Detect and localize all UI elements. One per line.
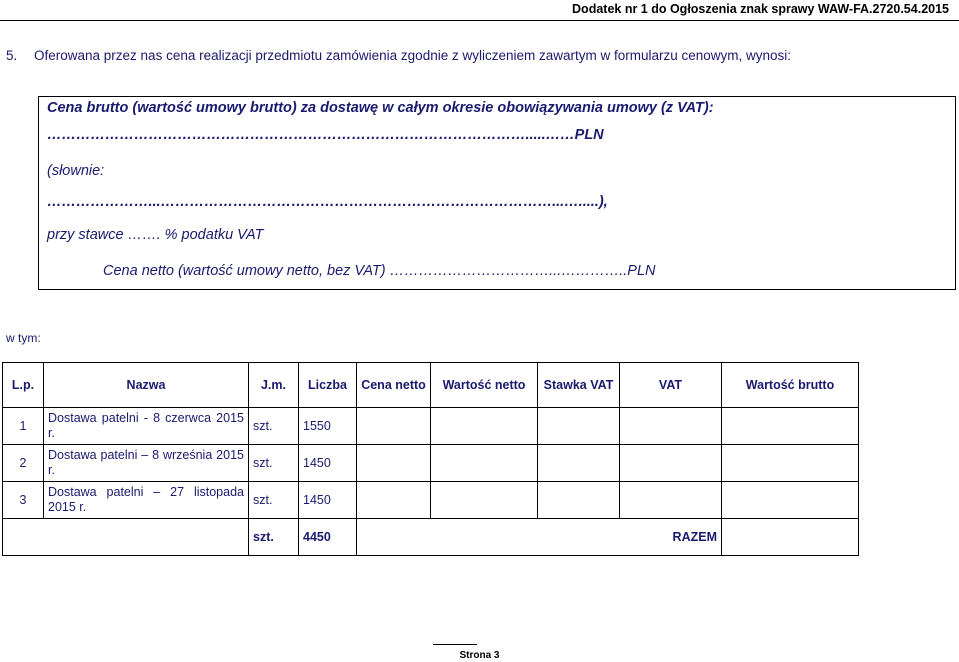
- table-row: [3, 445, 859, 482]
- row-lp: 1: [3, 408, 44, 445]
- footer-rule: [433, 644, 477, 645]
- col-vat: VAT: [620, 363, 722, 408]
- section-5: [6, 48, 791, 63]
- gross-price-label: Cena brutto (wartość umowy brutto) za dostawę w całym okresie obowiązywania umowy (z VAT):: [47, 100, 714, 116]
- row-net-value[interactable]: [431, 408, 538, 445]
- row-gross-value[interactable]: [722, 408, 859, 445]
- table-row: [3, 408, 859, 445]
- table-row: [3, 482, 859, 519]
- row-qty: 1450: [299, 482, 357, 519]
- row-name: Dostawa patelni – 8 września 2015 r.: [44, 445, 249, 482]
- col-vat-rate: Stawka VAT: [538, 363, 620, 408]
- page-number: Strona 3: [459, 650, 500, 661]
- row-unit: szt.: [249, 482, 299, 519]
- row-vat[interactable]: [620, 482, 722, 519]
- row-net-price[interactable]: [357, 445, 431, 482]
- row-net-price[interactable]: [357, 408, 431, 445]
- col-net-price: Cena netto: [357, 363, 431, 408]
- row-vat[interactable]: [620, 408, 722, 445]
- col-lp: L.p.: [3, 363, 44, 408]
- net-price-text: Cena netto (wartość umowy netto, bez VAT) ……………………………...…………..PLN: [103, 263, 656, 279]
- total-unit: szt.: [249, 519, 299, 556]
- words-label: (słownie:: [47, 163, 105, 179]
- row-lp: 3: [3, 482, 44, 519]
- col-qty: Liczba: [299, 363, 357, 408]
- row-net-value[interactable]: [431, 482, 538, 519]
- row-vat-rate[interactable]: [538, 408, 620, 445]
- gross-price-dots: ……………………………………………………………………………………….....……PLN: [47, 127, 604, 143]
- row-name: Dostawa patelni - 8 czerwca 2015 r.: [44, 408, 249, 445]
- total-gross-value[interactable]: [722, 519, 859, 556]
- row-qty: 1550: [299, 408, 357, 445]
- vat-rate-text: przy stawce ……. % podatku VAT: [47, 227, 264, 243]
- words-dots: …………………...………………………………………………………………………...….....),: [47, 194, 608, 210]
- total-qty: 4450: [299, 519, 357, 556]
- row-net-price[interactable]: [357, 482, 431, 519]
- table-header-row: [3, 363, 859, 408]
- row-gross-value[interactable]: [722, 482, 859, 519]
- col-unit: J.m.: [249, 363, 299, 408]
- row-unit: szt.: [249, 408, 299, 445]
- items-table: [2, 362, 859, 556]
- row-gross-value[interactable]: [722, 445, 859, 482]
- price-box: [38, 96, 956, 290]
- in-which-label: w tym:: [6, 331, 41, 345]
- total-row: [3, 519, 859, 556]
- total-label: RAZEM: [357, 519, 722, 556]
- document-header: Dodatek nr 1 do Ogłoszenia znak sprawy WAW-FA.2720.54.2015: [572, 2, 949, 16]
- row-name: Dostawa patelni – 27 listopada 2015 r.: [44, 482, 249, 519]
- row-unit: szt.: [249, 445, 299, 482]
- col-net-value: Wartość netto: [431, 363, 538, 408]
- row-lp: 2: [3, 445, 44, 482]
- col-gross-value: Wartość brutto: [722, 363, 859, 408]
- total-blank: [3, 519, 249, 556]
- header-rule: [0, 20, 959, 21]
- section-number: 5.: [6, 48, 18, 63]
- row-vat-rate[interactable]: [538, 482, 620, 519]
- col-name: Nazwa: [44, 363, 249, 408]
- row-net-value[interactable]: [431, 445, 538, 482]
- row-qty: 1450: [299, 445, 357, 482]
- row-vat-rate[interactable]: [538, 445, 620, 482]
- row-vat[interactable]: [620, 445, 722, 482]
- section-text: Oferowana przez nas cena realizacji przedmiotu zamówienia zgodnie z wyliczeniem zawartym w formularzu cenowym, wynosi:: [34, 48, 792, 63]
